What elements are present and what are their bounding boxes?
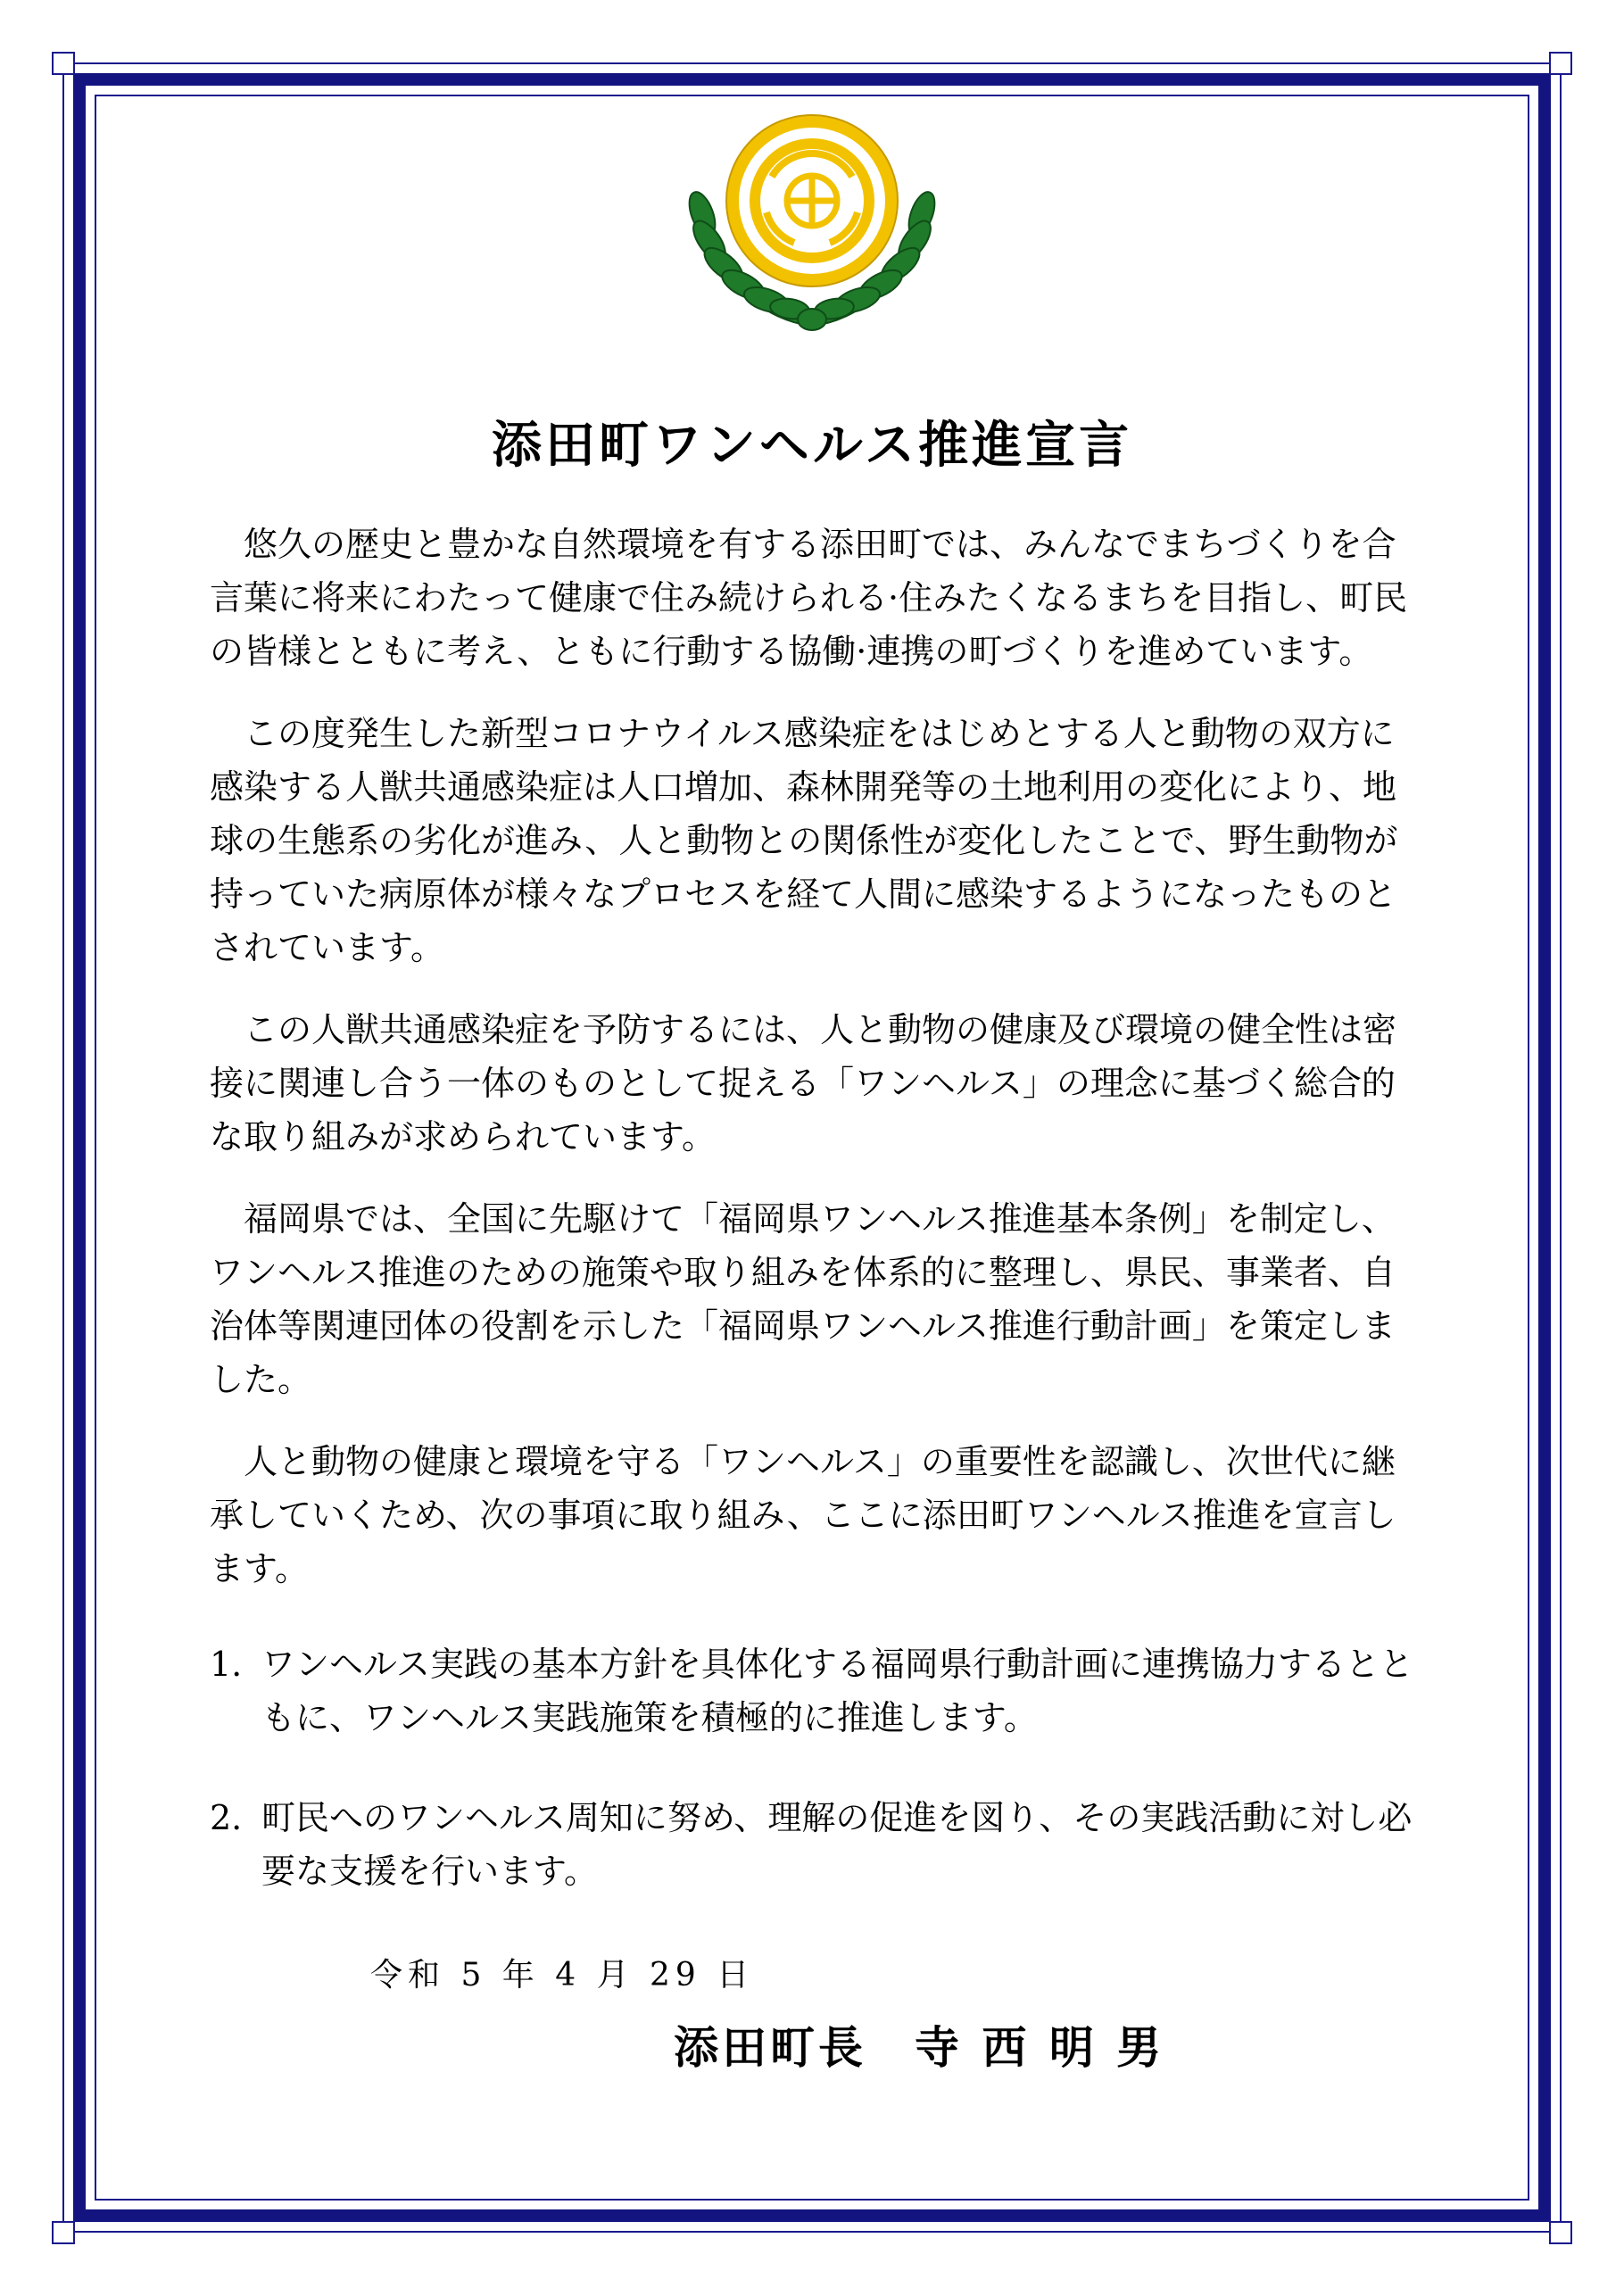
paragraph-3: この人獣共通感染症を予防するには、人と動物の健康及び環境の健全性は密接に関連し合う一体のものとして捉える「ワンヘルス」の理念に基づく総合的な取り組みが求められています。: [210, 1010, 1397, 1156]
item-number: 2.: [210, 1798, 243, 1837]
town-emblem-icon: [674, 107, 950, 339]
declaration-items: [210, 1637, 1423, 1944]
paragraph-5: 人と動物の健康と環境を守る「ワンヘルス」の重要性を認識し、次世代に継承していくため、次の事項に取り組み、ここに添田町ワンヘルス推進を宣言します。: [210, 1442, 1396, 1588]
item-text: ワンヘルス実践の基本方針を具体化する福岡県行動計画に連携協力するとともに、ワンヘルス実践施策を積極的に推進します。: [261, 1645, 1413, 1737]
frame-corner-top-right: [1549, 52, 1572, 75]
paragraph-4: 福岡県では、全国に先駆けて「福岡県ワンヘルス推進基本条例」を制定し、ワンヘルス推進のための施策や取り組みを体系的に整理し、県民、事業者、自治体等関連団体の役割を示した「福岡県ワンヘルス推進行動計画」を策定しました。: [210, 1199, 1396, 1399]
item-text: 町民へのワンヘルス周知に努め、理解の促進を図り、その実践活動に対し必要な支援を行います。: [261, 1798, 1413, 1891]
paragraph-2: この度発生した新型コロナウイルス感染症をはじめとする人と動物の双方に感染する人獣共通感染症は人口増加、森林開発等の土地利用の変化により、地球の生態系の劣化が進み、人と動物との関係性が変化したことで、野生動物が持っていた病原体が様々なプロセスを経て人間に感染するようになったものとされています。: [210, 714, 1398, 967]
list-item: [210, 1791, 1423, 1898]
frame-corner-bottom-left: [52, 2221, 75, 2244]
frame-corner-top-left: [52, 52, 75, 75]
mayor-signature: 添田町長 寺 西 明 男: [674, 2021, 1165, 2074]
declaration-body: [210, 518, 1423, 1624]
list-item: [210, 1637, 1423, 1745]
page-title: 添田町ワンヘルス推進宣言: [491, 416, 1133, 475]
frame-corner-bottom-right: [1549, 2221, 1572, 2244]
paragraph-1: 悠久の歴史と豊かな自然環境を有する添田町では、みんなでまちづくりを合言葉に将来にわたって健康で住み続けられる·住みたくなるまちを目指し、町民の皆様とともに考え、ともに行動する協働·連携の町づくりを進めています。: [210, 525, 1408, 671]
declaration-date: 令和 5 年 4 月 29 日: [370, 1957, 755, 1993]
item-number: 1.: [210, 1645, 243, 1684]
